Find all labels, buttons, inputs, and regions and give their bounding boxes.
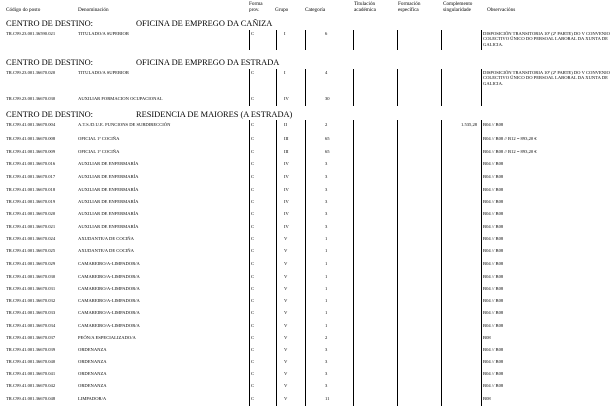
provision-form: C bbox=[251, 149, 255, 154]
header-complemento: Complemento bbox=[443, 1, 473, 7]
post-denomination: AUXILIAR FORMACION OCUPACIONAL bbox=[78, 96, 163, 101]
group: IV bbox=[284, 161, 289, 166]
post-code: TR.C99.41.001.36670.039 bbox=[6, 347, 56, 352]
observations: B04 // B08 bbox=[483, 236, 504, 241]
post-code: TR.C99.23.001.36590.021 bbox=[6, 31, 56, 36]
group: IV bbox=[284, 199, 289, 204]
provision-form: C bbox=[251, 161, 255, 166]
post-denomination: ORDENANZA bbox=[78, 383, 107, 388]
header-categoria: Categoría bbox=[305, 7, 326, 13]
category: 3 bbox=[325, 347, 328, 352]
column-divider bbox=[481, 69, 482, 106]
header-formacion: Formación bbox=[398, 1, 421, 7]
category: 1 bbox=[325, 323, 328, 328]
observations: B04 // B08 bbox=[483, 323, 504, 328]
post-code: TR.C99.41.001.36670.009 bbox=[6, 149, 56, 154]
observations: B04 // B08 bbox=[483, 122, 504, 127]
provision-form: C bbox=[251, 371, 255, 376]
header-codigo: Código do posto bbox=[6, 7, 41, 13]
post-denomination: CAMAREIRO/A-LIMPADOR/A bbox=[78, 298, 140, 303]
section-label: CENTRO DE DESTINO: bbox=[6, 58, 94, 67]
observations: B04 // B08 bbox=[483, 224, 504, 229]
post-denomination: AUXILIAR DE ENFERMARÍA bbox=[78, 211, 139, 216]
column-divider bbox=[353, 69, 354, 106]
post-code: TR.C99.41.001.36670.020 bbox=[6, 211, 56, 216]
header-observacions: Observacións bbox=[487, 7, 516, 13]
post-denomination: A.T.S./D.U.E. FUNCIONS DE SUBDIRECCIÓN bbox=[78, 122, 171, 127]
group: III bbox=[284, 149, 289, 154]
post-code: TR.C99.41.001.36670.041 bbox=[6, 371, 56, 376]
category: 65 bbox=[325, 136, 330, 141]
post-code: TR.C99.41.001.36670.032 bbox=[6, 298, 56, 303]
observations: B04 // B08 bbox=[483, 174, 504, 179]
provision-form: C bbox=[251, 199, 255, 204]
header-denominacion: Denominación bbox=[78, 7, 109, 13]
observations: B04 // B08 bbox=[483, 383, 504, 388]
provision-form: C bbox=[251, 174, 255, 179]
column-divider bbox=[481, 30, 482, 50]
post-denomination: ORDENANZA bbox=[78, 371, 107, 376]
provision-form: C bbox=[251, 236, 255, 241]
category: 4 bbox=[325, 70, 328, 75]
group: V bbox=[284, 383, 288, 388]
column-divider bbox=[305, 69, 306, 106]
group: V bbox=[284, 286, 288, 291]
column-divider bbox=[397, 120, 398, 406]
post-denomination: OFICIAL 1ª COCIÑA bbox=[78, 149, 120, 154]
post-code: TR.C99.41.001.36670.025 bbox=[6, 248, 56, 253]
provision-form: C bbox=[251, 248, 255, 253]
provision-form: C bbox=[251, 211, 255, 216]
header-forma: Forma bbox=[249, 1, 263, 7]
category: 1 bbox=[325, 236, 328, 241]
observations: B04 // B08 bbox=[483, 248, 504, 253]
header-forma-prov: prov. bbox=[249, 7, 260, 13]
post-denomination: ORDENANZA bbox=[78, 359, 107, 364]
provision-form: C bbox=[251, 136, 255, 141]
post-code: TR.C99.41.001.36670.021 bbox=[6, 224, 56, 229]
provision-form: C bbox=[251, 96, 255, 101]
column-divider bbox=[441, 69, 442, 106]
post-denomination: TITULADO/A SUPERIOR bbox=[78, 31, 129, 36]
post-code: TR.C99.41.001.36670.042 bbox=[6, 383, 56, 388]
category: 3 bbox=[325, 161, 328, 166]
post-denomination: AXUDANTE/A DE COCIÑA bbox=[78, 236, 134, 241]
category: 3 bbox=[325, 383, 328, 388]
provision-form: C bbox=[251, 70, 255, 75]
section-label: CENTRO DE DESTINO: bbox=[6, 19, 94, 28]
group: V bbox=[284, 248, 288, 253]
group: V bbox=[284, 310, 288, 315]
header-formacion-especifica: específica bbox=[398, 7, 419, 13]
category: 3 bbox=[325, 224, 328, 229]
post-denomination: AUXILIAR DE ENFERMARÍA bbox=[78, 224, 139, 229]
observations: B04 // B08 bbox=[483, 199, 504, 204]
header-grupo: Grupo bbox=[275, 7, 289, 13]
post-code: TR.C99.23.001.36670.030 bbox=[6, 96, 56, 101]
category: 3 bbox=[325, 199, 328, 204]
observations: B04 // B08 bbox=[483, 187, 504, 192]
post-code: TR.C99.23.001.36670.020 bbox=[6, 70, 56, 75]
provision-form: C bbox=[251, 335, 255, 340]
provision-form: C bbox=[251, 359, 255, 364]
category: 3 bbox=[325, 371, 328, 376]
post-denomination: CAMAREIRO/A-LIMPADOR/A bbox=[78, 310, 140, 315]
post-code: TR.C99.41.001.36670.031 bbox=[6, 286, 56, 291]
column-divider bbox=[397, 30, 398, 50]
provision-form: C bbox=[251, 286, 255, 291]
observations: B08 bbox=[483, 335, 491, 340]
category: 1 bbox=[325, 286, 328, 291]
post-code: TR.C99.41.001.36670.019 bbox=[6, 199, 56, 204]
post-code: TR.C99.41.001.36670.048 bbox=[6, 396, 56, 401]
column-divider bbox=[441, 30, 442, 50]
column-divider bbox=[276, 69, 277, 106]
column-divider bbox=[441, 120, 442, 406]
provision-form: C bbox=[251, 347, 255, 352]
category: 1 bbox=[325, 274, 328, 279]
observations: B04 // B08 bbox=[483, 310, 504, 315]
post-code: TR.C99.41.001.36670.037 bbox=[6, 335, 56, 340]
category: 3 bbox=[325, 359, 328, 364]
column-divider bbox=[276, 120, 277, 406]
provision-form: C bbox=[251, 298, 255, 303]
section-name: OFICINA DE EMPREGO DA CAÑIZA bbox=[136, 19, 273, 28]
observations: B04 // B08 bbox=[483, 211, 504, 216]
observations: B04 // B08 bbox=[483, 347, 504, 352]
category: 3 bbox=[325, 174, 328, 179]
category: 1 bbox=[325, 310, 328, 315]
post-denomination: PEÓN/A ESPECIALIZADO/A bbox=[78, 335, 136, 340]
group: V bbox=[284, 323, 288, 328]
group: V bbox=[284, 347, 288, 352]
category: 1 bbox=[325, 261, 328, 266]
category: 3 bbox=[325, 187, 328, 192]
category: 6 bbox=[325, 31, 328, 36]
post-denomination: AUXILIAR DE ENFERMARÍA bbox=[78, 199, 139, 204]
group: V bbox=[284, 371, 288, 376]
provision-form: C bbox=[251, 310, 255, 315]
observations: B04 // B08 bbox=[483, 286, 504, 291]
group: IV bbox=[284, 224, 289, 229]
provision-form: C bbox=[251, 31, 255, 36]
section-name: RESIDENCIA DE MAIORES (A ESTRADA) bbox=[136, 110, 293, 119]
post-denomination: AUXILIAR DE ENFERMARÍA bbox=[78, 161, 139, 166]
observations: B04 // B08 bbox=[483, 371, 504, 376]
provision-form: C bbox=[251, 396, 255, 401]
category: 2 bbox=[325, 335, 328, 340]
post-code: TR.C99.41.001.36670.004 bbox=[6, 122, 56, 127]
post-code: TR.C99.41.001.36670.030 bbox=[6, 274, 56, 279]
group: V bbox=[284, 236, 288, 241]
column-divider bbox=[481, 120, 482, 406]
singularity-complement: 1.535,28 bbox=[461, 122, 478, 127]
group: V bbox=[284, 298, 288, 303]
section-name: OFICINA DE EMPREGO DA ESTRADA bbox=[136, 58, 280, 67]
post-code: TR.C99.41.001.36670.029 bbox=[6, 261, 56, 266]
observations: B04 // B08 bbox=[483, 298, 504, 303]
group: I bbox=[284, 31, 286, 36]
post-denomination: CAMAREIRO/A-LIMPADOR/A bbox=[78, 261, 140, 266]
group: IV bbox=[284, 187, 289, 192]
group: II bbox=[284, 122, 288, 127]
observations: DISPOSICIÓN TRANSITORIA 10ª (2ª PARTE) DO V CONVENIO COLECTIVO ÚNICO DO PERSOAL LABORAL DA XUNTA DE GALICIA. bbox=[483, 31, 610, 47]
group: V bbox=[284, 396, 288, 401]
post-denomination: CAMAREIRO/A-LIMPADOR/A bbox=[78, 274, 140, 279]
post-denomination: AXUDANTE/A DE COCIÑA bbox=[78, 248, 134, 253]
header-complemento-singularidade: singularidade bbox=[443, 7, 471, 13]
category: 1 bbox=[325, 248, 328, 253]
provision-form: C bbox=[251, 224, 255, 229]
post-denomination: OFICIAL 1ª COCIÑA bbox=[78, 136, 120, 141]
category: 2 bbox=[325, 122, 328, 127]
column-divider bbox=[249, 120, 250, 406]
observations: B04 // B08 bbox=[483, 161, 504, 166]
column-divider bbox=[397, 69, 398, 106]
observations: B04 // B08 // B12 = 893,20 € bbox=[483, 149, 537, 154]
column-divider bbox=[249, 69, 250, 106]
provision-form: C bbox=[251, 122, 255, 127]
group: IV bbox=[284, 174, 289, 179]
category: 11 bbox=[325, 396, 330, 401]
category: 30 bbox=[325, 96, 330, 101]
column-divider bbox=[305, 120, 306, 406]
column-divider bbox=[353, 120, 354, 406]
post-code: TR.C99.41.001.36670.018 bbox=[6, 187, 56, 192]
post-code: TR.C99.41.001.36670.024 bbox=[6, 236, 56, 241]
post-denomination: TITULADO/A SUPERIOR bbox=[78, 70, 129, 75]
group: V bbox=[284, 274, 288, 279]
post-denomination: AUXILIAR DE ENFERMARÍA bbox=[78, 174, 139, 179]
category: 65 bbox=[325, 149, 330, 154]
post-code: TR.C99.41.001.36670.016 bbox=[6, 161, 56, 166]
provision-form: C bbox=[251, 383, 255, 388]
header-titulacion-academica: académica bbox=[354, 7, 376, 13]
category: 1 bbox=[325, 298, 328, 303]
header-titulacion: Titulación bbox=[354, 1, 376, 7]
post-code: TR.C99.41.001.36670.033 bbox=[6, 310, 56, 315]
column-divider bbox=[305, 30, 306, 50]
group: III bbox=[284, 136, 289, 141]
group: V bbox=[284, 335, 288, 340]
post-code: TR.C99.41.001.36670.040 bbox=[6, 359, 56, 364]
provision-form: C bbox=[251, 274, 255, 279]
post-code: TR.C99.41.001.36670.034 bbox=[6, 323, 56, 328]
observations: B04 // B08 bbox=[483, 359, 504, 364]
group: V bbox=[284, 261, 288, 266]
observations: B04 // B08 // B12 = 893,20 € bbox=[483, 136, 537, 141]
post-code: TR.C99.41.001.36670.017 bbox=[6, 174, 56, 179]
group: I bbox=[284, 70, 286, 75]
category: 3 bbox=[325, 211, 328, 216]
provision-form: C bbox=[251, 323, 255, 328]
post-code: TR.C99.41.001.36670.008 bbox=[6, 136, 56, 141]
post-denomination: CAMAREIRO/A-LIMPADOR/A bbox=[78, 286, 140, 291]
observations: B04 // B08 bbox=[483, 274, 504, 279]
provision-form: C bbox=[251, 261, 255, 266]
group: IV bbox=[284, 211, 289, 216]
observations: B08 bbox=[483, 396, 491, 401]
column-divider bbox=[276, 30, 277, 50]
group: V bbox=[284, 359, 288, 364]
column-divider bbox=[353, 30, 354, 50]
post-denomination: ORDENANZA bbox=[78, 347, 107, 352]
observations: B04 // B08 bbox=[483, 261, 504, 266]
post-denomination: LIMPADOR/A bbox=[78, 396, 107, 401]
observations: DISPOSICIÓN TRANSITORIA 10ª (2ª PARTE) DO V CONVENIO COLECTIVO ÚNICO DO PERSOAL LABORAL DA XUNTA DE GALICIA. bbox=[483, 70, 610, 86]
post-denomination: CAMAREIRO/A-LIMPADOR/A bbox=[78, 323, 140, 328]
provision-form: C bbox=[251, 187, 255, 192]
post-denomination: AUXILIAR DE ENFERMARÍA bbox=[78, 187, 139, 192]
column-divider bbox=[249, 30, 250, 50]
section-label: CENTRO DE DESTINO: bbox=[6, 110, 94, 119]
group: IV bbox=[284, 96, 289, 101]
